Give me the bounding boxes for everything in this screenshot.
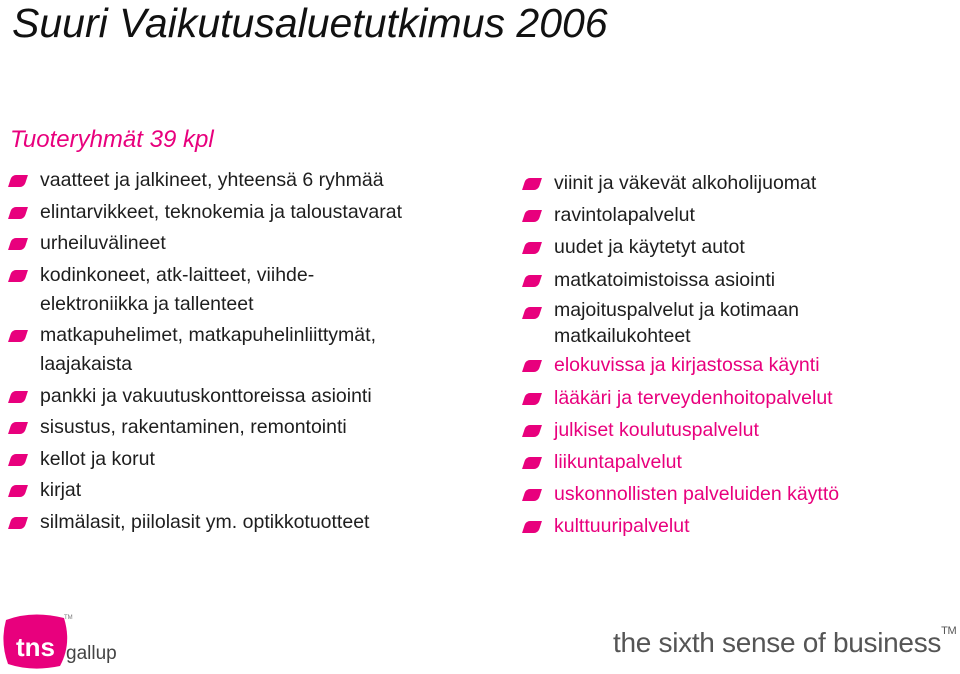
- bullet-icon: [8, 175, 28, 187]
- list-item-text: liikuntapalvelut: [554, 451, 682, 473]
- list-item: [524, 415, 944, 446]
- list-item: [10, 445, 480, 474]
- bullet-icon: [8, 391, 28, 403]
- bullet-icon: [8, 330, 28, 342]
- bullet-icon: [522, 275, 542, 287]
- list-item: [10, 261, 400, 319]
- left-product-list: [10, 166, 480, 539]
- bullet-icon: [522, 360, 542, 372]
- slogan: [613, 627, 956, 659]
- list-item-text: elokuvissa ja kirjastossa käynti: [554, 354, 820, 377]
- list-item: [524, 297, 884, 349]
- list-item: [10, 166, 480, 195]
- bullet-icon: [522, 489, 542, 501]
- list-item: [524, 479, 944, 510]
- list-item: [524, 383, 944, 414]
- list-item-text: uudet ja käytetyt autot: [554, 236, 745, 259]
- list-item-text: urheiluvälineet: [40, 232, 166, 254]
- bullet-icon: [522, 178, 542, 190]
- list-item: [524, 447, 944, 478]
- list-item-text: lääkäri ja terveydenhoitopalvelut: [554, 386, 833, 409]
- bullet-icon: [8, 270, 28, 282]
- slogan-tm: TM: [941, 625, 957, 637]
- bullet-icon: [8, 207, 28, 219]
- bullet-icon: [522, 242, 542, 254]
- list-item-text: ravintolapalvelut: [554, 204, 695, 227]
- slogan-text: the sixth sense of business: [613, 627, 942, 658]
- bullet-icon: [522, 457, 542, 469]
- list-item-text: viinit ja väkevät alkoholijuomat: [554, 172, 817, 194]
- list-item-text: matkapuhelimet, matkapuhelinliittymät, laajakaista: [40, 324, 376, 375]
- list-item: [524, 232, 944, 263]
- list-item: [10, 413, 480, 442]
- list-item-text: uskonnollisten palveluiden käyttö: [554, 483, 840, 506]
- list-item-text: kirjat: [40, 479, 82, 501]
- list-item-text: sisustus, rakentaminen, remontointi: [40, 416, 347, 438]
- list-item: [10, 321, 450, 379]
- list-item: [524, 350, 944, 381]
- logo-tns-text: tns: [16, 632, 55, 662]
- list-item-text: kellot ja korut: [40, 447, 155, 470]
- list-item-text: silmälasit, piilolasit ym. optikkotuotteet: [40, 510, 370, 533]
- bullet-icon: [8, 485, 28, 497]
- list-item: [10, 508, 480, 537]
- list-item-text: kulttuuripalvelut: [554, 515, 690, 538]
- tns-gallup-logo: [2, 608, 122, 672]
- page-title: Suuri Vaikutusaluetutkimus 2006: [12, 0, 608, 46]
- list-item-text: kodinkoneet, atk-laitteet, viihde-elektroniikka ja tallenteet: [40, 263, 315, 315]
- bullet-icon: [522, 393, 542, 405]
- logo-gallup-text: gallup: [66, 643, 117, 664]
- bullet-icon: [8, 238, 28, 250]
- list-item-text: pankki ja vakuutuskonttoreissa asiointi: [40, 384, 372, 407]
- bullet-icon: [8, 454, 28, 466]
- right-product-list: [524, 168, 944, 544]
- list-item-text: julkiset koulutuspalvelut: [554, 418, 759, 441]
- list-item: [10, 382, 480, 411]
- bullet-icon: [522, 425, 542, 437]
- bullet-icon: [8, 422, 28, 434]
- page-subtitle: Tuoteryhmät 39 kpl: [10, 126, 214, 153]
- list-item-text: matkatoimistoissa asiointi: [554, 268, 776, 291]
- list-item-text: vaatteet ja jalkineet, yhteensä 6 ryhmää: [40, 169, 384, 191]
- list-item: [524, 265, 944, 296]
- list-item: [10, 198, 480, 227]
- bullet-icon: [522, 521, 542, 533]
- bullet-icon: [522, 210, 542, 222]
- list-item-text: elintarvikkeet, teknokemia ja taloustavarat: [40, 200, 403, 223]
- list-item: [524, 200, 944, 231]
- logo-tm-text: TM: [64, 615, 73, 621]
- list-item: [524, 168, 944, 199]
- bullet-icon: [522, 307, 542, 319]
- list-item: [10, 476, 480, 505]
- bullet-icon: [8, 517, 28, 529]
- list-item-text: majoituspalvelut ja kotimaan matkailukohteet: [554, 298, 799, 347]
- list-item: [10, 229, 480, 258]
- list-item: [524, 511, 944, 542]
